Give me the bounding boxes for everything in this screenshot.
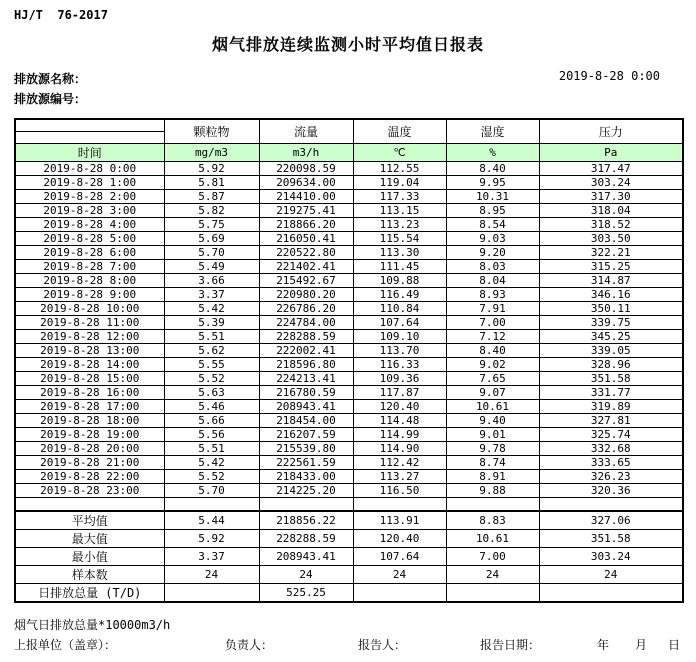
table-row (15, 357, 683, 371)
day-label: 日 (668, 638, 681, 652)
value-cell (353, 584, 446, 603)
unit-mg-m3: mg/m3 (164, 143, 259, 161)
value-cell: 224784.00 (259, 315, 353, 329)
value-cell: 119.04 (353, 175, 446, 189)
value-cell: 331.77 (539, 385, 683, 399)
value-cell: 5.46 (164, 399, 259, 413)
value-cell: 339.05 (539, 343, 683, 357)
time-cell: 2019-8-28 19:00 (15, 427, 164, 441)
time-cell: 2019-8-28 15:00 (15, 371, 164, 385)
value-cell: 8.95 (446, 203, 539, 217)
value-cell: 326.23 (539, 469, 683, 483)
value-cell: 10.61 (446, 399, 539, 413)
table-row (15, 189, 683, 203)
value-cell: 117.33 (353, 189, 446, 203)
time-header: 时间 (15, 143, 164, 161)
value-cell: 5.69 (164, 231, 259, 245)
value-cell: 113.30 (353, 245, 446, 259)
page-title: 烟气排放连续监测小时平均值日报表 (211, 35, 484, 54)
param-header-row (15, 119, 683, 131)
table-row (15, 385, 683, 399)
value-cell: 209634.00 (259, 175, 353, 189)
value-cell: 215492.67 (259, 273, 353, 287)
time-cell: 2019-8-28 10:00 (15, 301, 164, 315)
value-cell: 228288.59 (259, 329, 353, 343)
value-cell: 3.37 (164, 548, 259, 566)
value-cell: 7.00 (446, 315, 539, 329)
value-cell: 219275.41 (259, 203, 353, 217)
value-cell: 3.37 (164, 287, 259, 301)
value-cell: 5.63 (164, 385, 259, 399)
value-cell: 5.62 (164, 343, 259, 357)
spacer-cell (15, 497, 164, 511)
value-cell: 220098.59 (259, 161, 353, 175)
value-cell: 107.64 (353, 548, 446, 566)
summary-row (15, 584, 683, 603)
value-cell: 9.02 (446, 357, 539, 371)
time-cell: 2019-8-28 3:00 (15, 203, 164, 217)
table-row (15, 175, 683, 189)
report-date-label: 报告日期： (480, 638, 541, 652)
value-cell: 5.51 (164, 441, 259, 455)
value-cell: 9.07 (446, 385, 539, 399)
value-cell: 332.68 (539, 441, 683, 455)
reporter-label: 报告人： (358, 638, 407, 652)
value-cell: 10.31 (446, 189, 539, 203)
time-cell: 2019-8-28 12:00 (15, 329, 164, 343)
value-cell: 317.47 (539, 161, 683, 175)
time-cell: 2019-8-28 1:00 (15, 175, 164, 189)
value-cell: 350.11 (539, 301, 683, 315)
value-cell: 109.10 (353, 329, 446, 343)
value-cell: 113.15 (353, 203, 446, 217)
value-cell: 220980.20 (259, 287, 353, 301)
table-row (15, 371, 683, 385)
value-cell: 222002.41 (259, 343, 353, 357)
signature-line (0, 636, 696, 652)
value-cell: 120.40 (353, 399, 446, 413)
value-cell: 8.74 (446, 455, 539, 469)
value-cell: 5.70 (164, 483, 259, 497)
value-cell: 5.42 (164, 301, 259, 315)
value-cell: 5.51 (164, 329, 259, 343)
value-cell: 221402.41 (259, 259, 353, 273)
value-cell: 5.52 (164, 371, 259, 385)
param-header-flow: 流量 (259, 119, 353, 143)
time-cell: 2019-8-28 4:00 (15, 217, 164, 231)
time-cell: 2019-8-28 7:00 (15, 259, 164, 273)
value-cell: 224213.41 (259, 371, 353, 385)
summary-label-cell: 平均值 (15, 511, 164, 530)
table-row (15, 441, 683, 455)
value-cell: 9.88 (446, 483, 539, 497)
value-cell: 24 (539, 566, 683, 584)
value-cell: 8.40 (446, 343, 539, 357)
time-cell: 2019-8-28 0:00 (15, 161, 164, 175)
value-cell: 113.23 (353, 217, 446, 231)
value-cell: 215539.80 (259, 441, 353, 455)
time-cell: 2019-8-28 16:00 (15, 385, 164, 399)
value-cell (539, 497, 683, 511)
source-name-label: 排放源名称： (14, 72, 87, 86)
value-cell: 5.44 (164, 511, 259, 530)
unit-m3-h: m3/h (259, 143, 353, 161)
value-cell (539, 584, 683, 603)
hourly-average-table (14, 118, 684, 603)
time-cell: 2019-8-28 20:00 (15, 441, 164, 455)
value-cell: 318.04 (539, 203, 683, 217)
value-cell: 112.42 (353, 455, 446, 469)
table-row (15, 483, 683, 497)
value-cell: 9.20 (446, 245, 539, 259)
param-header-humidity: 湿度 (446, 119, 539, 143)
value-cell: 113.70 (353, 343, 446, 357)
table-row (15, 469, 683, 483)
unit-pa: Pa (539, 143, 683, 161)
value-cell: 9.78 (446, 441, 539, 455)
month-label: 月 (635, 638, 648, 652)
value-cell: 114.99 (353, 427, 446, 441)
value-cell: 216207.59 (259, 427, 353, 441)
value-cell: 320.36 (539, 483, 683, 497)
blank-header-cell-bottom (15, 131, 164, 143)
value-cell: 322.21 (539, 245, 683, 259)
summary-row (15, 530, 683, 548)
value-cell: 7.65 (446, 371, 539, 385)
summary-row (15, 548, 683, 566)
param-header-temperature: 温度 (353, 119, 446, 143)
value-cell: 115.54 (353, 231, 446, 245)
value-cell: 222561.59 (259, 455, 353, 469)
value-cell: 318.52 (539, 217, 683, 231)
standard-number: HJ/T 76-2017 (14, 8, 108, 22)
value-cell: 24 (259, 566, 353, 584)
table-row (15, 413, 683, 427)
table-row (15, 259, 683, 273)
value-cell: 7.91 (446, 301, 539, 315)
value-cell: 111.45 (353, 259, 446, 273)
value-cell: 5.81 (164, 175, 259, 189)
table-row (15, 203, 683, 217)
value-cell: 116.49 (353, 287, 446, 301)
value-cell: 317.30 (539, 189, 683, 203)
value-cell: 120.40 (353, 530, 446, 548)
value-cell: 5.55 (164, 357, 259, 371)
value-cell: 351.58 (539, 530, 683, 548)
blank-header-cell-top (15, 119, 164, 131)
report-unit-label: 上报单位（盖章）： (14, 638, 117, 652)
value-cell: 5.42 (164, 455, 259, 469)
time-cell: 2019-8-28 13:00 (15, 343, 164, 357)
value-cell: 5.39 (164, 315, 259, 329)
table-row (15, 217, 683, 231)
value-cell: 9.40 (446, 413, 539, 427)
value-cell: 208943.41 (259, 548, 353, 566)
spacer-row (15, 497, 683, 511)
time-cell: 2019-8-28 22:00 (15, 469, 164, 483)
value-cell: 315.25 (539, 259, 683, 273)
value-cell: 10.61 (446, 530, 539, 548)
value-cell: 109.36 (353, 371, 446, 385)
summary-label-cell: 最小值 (15, 548, 164, 566)
unit-header-row (15, 143, 683, 161)
value-cell: 8.40 (446, 161, 539, 175)
table-row (15, 329, 683, 343)
table-row (15, 315, 683, 329)
value-cell: 113.91 (353, 511, 446, 530)
value-cell: 208943.41 (259, 399, 353, 413)
value-cell (446, 584, 539, 603)
table-row (15, 455, 683, 469)
value-cell: 5.49 (164, 259, 259, 273)
time-cell: 2019-8-28 5:00 (15, 231, 164, 245)
value-cell: 109.88 (353, 273, 446, 287)
value-cell: 327.06 (539, 511, 683, 530)
time-cell: 2019-8-28 9:00 (15, 287, 164, 301)
time-cell: 2019-8-28 18:00 (15, 413, 164, 427)
time-cell: 2019-8-28 14:00 (15, 357, 164, 371)
value-cell: 8.91 (446, 469, 539, 483)
table-row (15, 231, 683, 245)
value-cell: 328.96 (539, 357, 683, 371)
value-cell: 24 (353, 566, 446, 584)
year-label: 年 (597, 638, 610, 652)
value-cell: 7.12 (446, 329, 539, 343)
value-cell: 303.24 (539, 548, 683, 566)
summary-label-cell: 样本数 (15, 566, 164, 584)
value-cell: 325.74 (539, 427, 683, 441)
value-cell: 327.81 (539, 413, 683, 427)
value-cell: 218454.00 (259, 413, 353, 427)
value-cell: 107.64 (353, 315, 446, 329)
value-cell: 216050.41 (259, 231, 353, 245)
time-cell: 2019-8-28 8:00 (15, 273, 164, 287)
value-cell: 228288.59 (259, 530, 353, 548)
report-datetime: 2019-8-28 0:00 (558, 69, 660, 83)
value-cell: 117.87 (353, 385, 446, 399)
value-cell: 8.54 (446, 217, 539, 231)
value-cell: 214225.20 (259, 483, 353, 497)
value-cell: 339.75 (539, 315, 683, 329)
value-cell: 24 (446, 566, 539, 584)
value-cell: 5.56 (164, 427, 259, 441)
value-cell: 116.33 (353, 357, 446, 371)
summary-label-cell: 日排放总量 (T/D) (15, 584, 164, 603)
value-cell (164, 584, 259, 603)
table-row (15, 287, 683, 301)
source-code-label: 排放源编号： (14, 92, 87, 106)
value-cell: 8.04 (446, 273, 539, 287)
table-row (15, 245, 683, 259)
value-cell (446, 497, 539, 511)
value-cell: 8.03 (446, 259, 539, 273)
table-row (15, 301, 683, 315)
value-cell: 5.92 (164, 161, 259, 175)
time-cell: 2019-8-28 6:00 (15, 245, 164, 259)
value-cell: 220522.80 (259, 245, 353, 259)
value-cell: 216780.59 (259, 385, 353, 399)
value-cell: 351.58 (539, 371, 683, 385)
unit-percent: % (446, 143, 539, 161)
time-cell: 2019-8-28 21:00 (15, 455, 164, 469)
summary-label-cell: 最大值 (15, 530, 164, 548)
value-cell: 218866.20 (259, 217, 353, 231)
value-cell: 303.50 (539, 231, 683, 245)
value-cell: 303.24 (539, 175, 683, 189)
table-row (15, 427, 683, 441)
value-cell: 525.25 (259, 584, 353, 603)
value-cell: 24 (164, 566, 259, 584)
value-cell: 333.65 (539, 455, 683, 469)
summary-row (15, 566, 683, 584)
value-cell: 5.52 (164, 469, 259, 483)
responsible-label: 负责人： (225, 638, 274, 652)
value-cell: 218856.22 (259, 511, 353, 530)
value-cell: 9.01 (446, 427, 539, 441)
param-header-pressure: 压力 (539, 119, 683, 143)
time-cell: 2019-8-28 17:00 (15, 399, 164, 413)
table-row (15, 161, 683, 175)
time-cell: 2019-8-28 23:00 (15, 483, 164, 497)
value-cell: 3.66 (164, 273, 259, 287)
unit-celsius: ℃ (353, 143, 446, 161)
time-cell: 2019-8-28 11:00 (15, 315, 164, 329)
value-cell (164, 497, 259, 511)
time-cell: 2019-8-28 2:00 (15, 189, 164, 203)
table-row (15, 399, 683, 413)
param-header-particulate: 颗粒物 (164, 119, 259, 143)
value-cell: 116.50 (353, 483, 446, 497)
value-cell: 5.66 (164, 413, 259, 427)
value-cell (259, 497, 353, 511)
value-cell: 7.00 (446, 548, 539, 566)
value-cell: 5.87 (164, 189, 259, 203)
value-cell (353, 497, 446, 511)
value-cell: 5.75 (164, 217, 259, 231)
value-cell: 9.03 (446, 231, 539, 245)
total-emission-note: 烟气日排放总量*10000m3/h (14, 618, 171, 632)
value-cell: 9.95 (446, 175, 539, 189)
value-cell: 226786.20 (259, 301, 353, 315)
value-cell: 113.27 (353, 469, 446, 483)
value-cell: 218433.00 (259, 469, 353, 483)
value-cell: 8.93 (446, 287, 539, 301)
value-cell: 5.92 (164, 530, 259, 548)
value-cell: 112.55 (353, 161, 446, 175)
value-cell: 345.25 (539, 329, 683, 343)
summary-row (15, 511, 683, 530)
value-cell: 110.84 (353, 301, 446, 315)
value-cell: 5.70 (164, 245, 259, 259)
value-cell: 214410.00 (259, 189, 353, 203)
value-cell: 314.87 (539, 273, 683, 287)
table-row (15, 273, 683, 287)
value-cell: 218596.80 (259, 357, 353, 371)
value-cell: 114.90 (353, 441, 446, 455)
value-cell: 319.89 (539, 399, 683, 413)
table-row (15, 343, 683, 357)
value-cell: 114.48 (353, 413, 446, 427)
value-cell: 5.82 (164, 203, 259, 217)
value-cell: 8.83 (446, 511, 539, 530)
value-cell: 346.16 (539, 287, 683, 301)
